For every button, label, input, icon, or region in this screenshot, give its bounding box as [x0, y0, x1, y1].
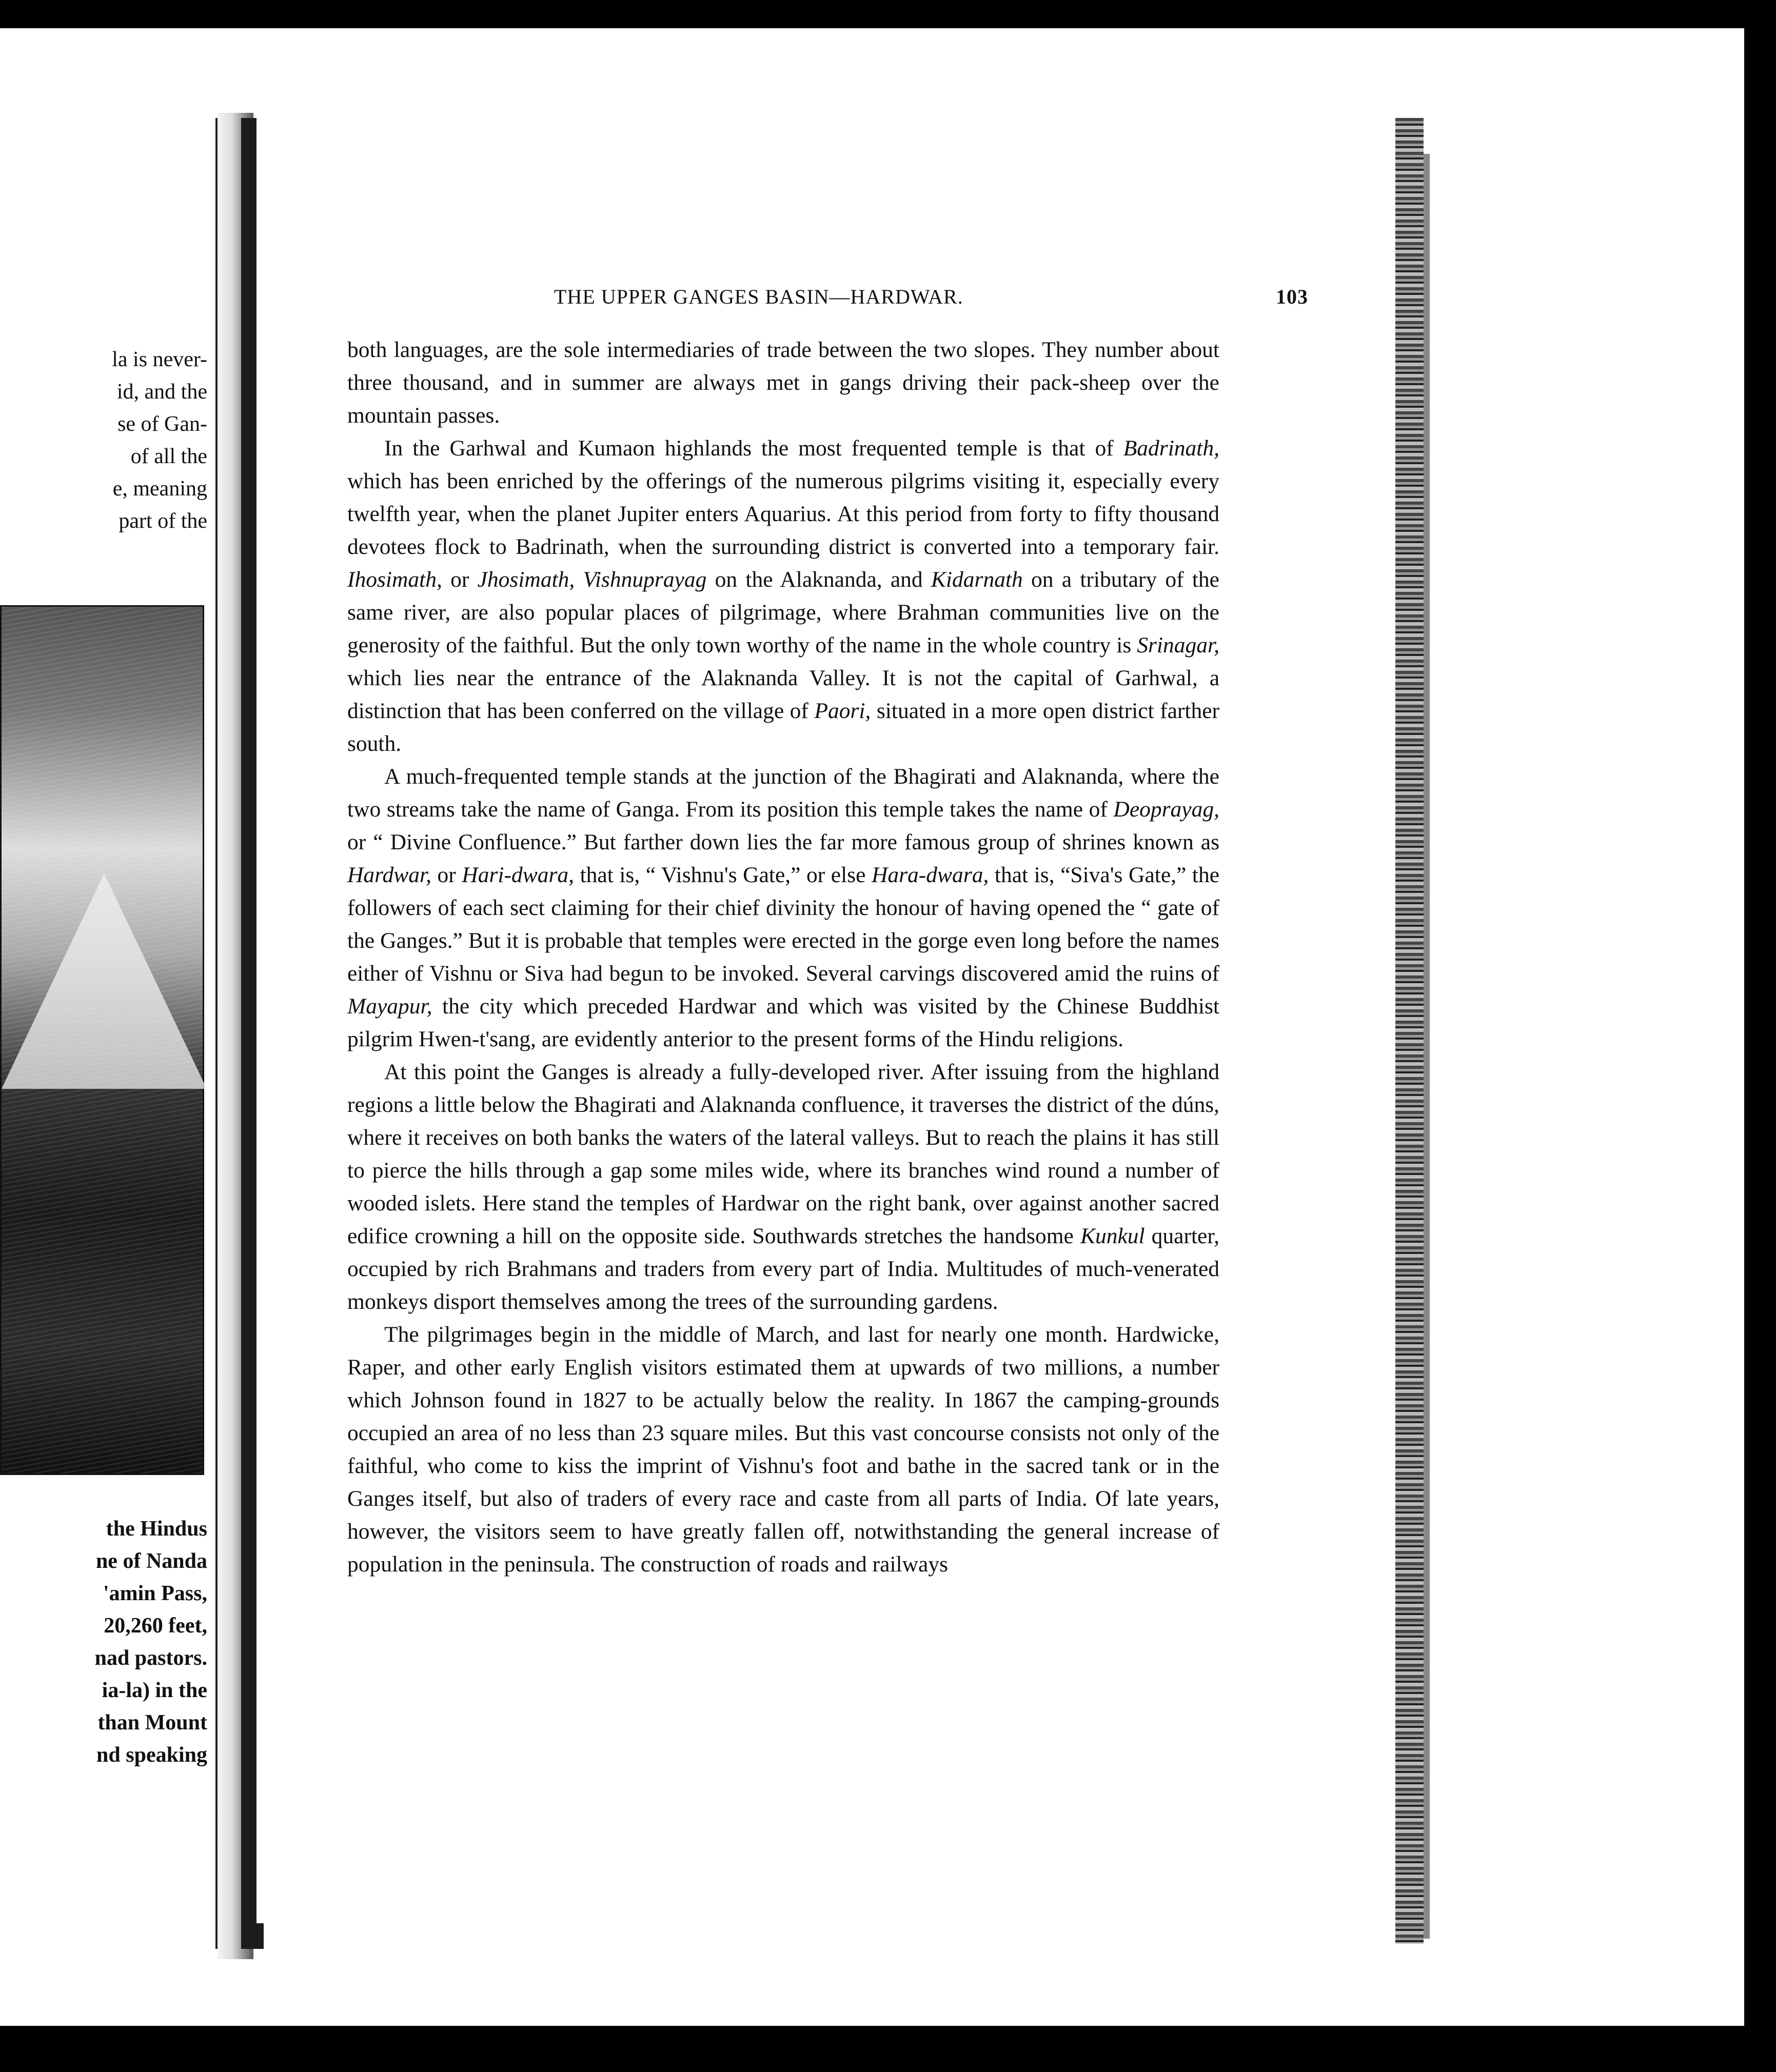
- left-page-line: la is never-: [112, 348, 207, 371]
- italic-place-name: Mayapur,: [347, 994, 432, 1019]
- italic-place-name: Deoprayag,: [1113, 797, 1219, 822]
- paragraph-text: In the Garhwal and Kumaon highlands the most frequented temple is that of: [384, 436, 1123, 461]
- body-paragraph: [347, 432, 1219, 760]
- left-page-bottom-text: [95, 1513, 207, 1771]
- paragraph-text: or “ Divine Confluence.” But farther down lies the far more famous group of shrines known as: [347, 830, 1219, 854]
- paragraph-text: quarter, occupied by rich Brahmans and traders from every part of India. Multitudes of much-venerated monkeys disport themselves among the trees of the surrounding gardens.: [347, 1224, 1219, 1314]
- italic-place-name: Kidarnath: [931, 567, 1023, 592]
- body-paragraph: [347, 1318, 1219, 1581]
- marbled-page-edge: [1395, 118, 1424, 1944]
- mountain-engraving-illustration: [0, 605, 204, 1475]
- left-page: [0, 118, 218, 1949]
- italic-place-name: Srinagar,: [1137, 633, 1219, 658]
- left-page-top-text: [112, 344, 207, 537]
- paragraph-text: on a tributary of the same river, are also popular places of pilgrimage, where Brahman communities live on the generosity of the faithful. But the only town worthy of the name in the whole country is: [347, 567, 1219, 658]
- left-page-line: e, meaning: [112, 477, 207, 501]
- paragraph-text: or: [442, 567, 478, 592]
- page-edge-shadow: [1424, 154, 1430, 1939]
- italic-place-name: Badrinath,: [1123, 436, 1219, 461]
- body-paragraph: [347, 333, 1219, 432]
- body-text: [347, 333, 1219, 1581]
- left-page-line: 'amin Pass,: [103, 1582, 207, 1605]
- left-page-line: ne of Nanda: [95, 1549, 207, 1573]
- page-number: 103: [1276, 285, 1308, 308]
- paragraph-text: The pilgrimages begin in the middle of March, and last for nearly one month. Hardwicke, Raper, and other early English visitors estimated them at upwards of two millions, a number which Johnson found in 1827 to be actually below the reality. In 1867 the camping-grounds occupied an area of no less than 23 square miles. But this vast concourse consists not only of the faithful, who come to kiss the imprint of Vishnu's foot and bathe in the sacred tank or in the Ganges itself, but also of traders of every race and caste from all parts of India. Of late years, however, the visitors seem to have greatly fallen off, notwithstanding the general increase of population in the peninsula. The construction of roads and railways: [347, 1322, 1219, 1577]
- paragraph-text: A much-frequented temple stands at the junction of the Bhagirati and Alaknanda, where the two streams take the name of Ganga. From its position this temple takes the name of: [347, 764, 1219, 822]
- mountain-peak-shape: [2, 873, 207, 1089]
- left-page-line: se of Gan-: [117, 412, 207, 436]
- paragraph-text: which has been enriched by the offerings of the numerous pilgrims visiting it, especially every twelfth year, when the planet Jupiter enters Aquarius. At this period from forty to fifty thousand devotees flock to Badrinath, when the surrounding district is converted into a temporary fair.: [347, 469, 1219, 559]
- left-page-line: part of the: [119, 509, 207, 533]
- italic-place-name: Paori,: [814, 699, 871, 723]
- paragraph-text: At this point the Ganges is already a fully-developed river. After issuing from the highland regions a little below the Bhagirati and Alaknanda confluence, it traverses the district of the dúns, where it receives on both banks the waters of the lateral valleys. But to reach the plains it has still to pierce the hills through a gap some miles wide, where its branches wind round a number of wooded islets. Here stand the temples of Hardwar on the right bank, over against another sacred edifice crowning a hill on the opposite side. Southwards stretches the handsome: [347, 1060, 1219, 1248]
- left-page-line: ia-la) in the: [102, 1679, 207, 1702]
- left-page-line: of all the: [130, 445, 207, 468]
- scan-bottom-border: [0, 2026, 1776, 2072]
- italic-place-name: Hardwar,: [347, 863, 431, 887]
- paragraph-text: situated in a more open district farther south.: [347, 699, 1219, 756]
- paragraph-text: that is, “Siva's Gate,” the followers of each sect claiming for their chief divinity the honour of having opened the “ gate of the Ganges.” But it is probable that temples were erected in the gorge even long before the names either of Vishnu or Siva had begun to be invoked. Several carvings discovered amid the ruins of: [347, 863, 1219, 986]
- italic-place-name: Ihosimath,: [347, 567, 442, 592]
- paragraph-text: the city which preceded Hardwar and which was visited by the Chinese Buddhist pilgrim Hwen-t'sang, are evidently anterior to the present forms of the Hindu religions.: [347, 994, 1219, 1051]
- paragraph-text: or: [431, 863, 462, 887]
- scan-right-border: [1744, 0, 1776, 2072]
- left-page-line: nad pastors.: [94, 1646, 207, 1670]
- left-page-line: nd speaking: [96, 1743, 207, 1767]
- italic-place-name: Hari-dwara,: [462, 863, 575, 887]
- italic-place-name: Jhosimath, Vishnuprayag: [477, 567, 707, 592]
- italic-place-name: Hara-dwara,: [871, 863, 989, 887]
- paragraph-text: which lies near the entrance of the Alaknanda Valley. It is not the capital of Garhwal, a distinction that has been conferred on the village of: [347, 666, 1219, 723]
- left-page-line: 20,260 feet,: [104, 1614, 207, 1638]
- paragraph-text: on the Alaknanda, and: [706, 567, 931, 592]
- paragraph-text: that is, “ Vishnu's Gate,” or else: [574, 863, 872, 887]
- left-page-line: id, and the: [116, 380, 207, 404]
- running-head: [349, 285, 1308, 321]
- body-paragraph: [347, 1055, 1219, 1318]
- italic-place-name: Kunkul: [1080, 1224, 1145, 1248]
- running-head-title: THE UPPER GANGES BASIN—HARDWAR.: [554, 285, 963, 308]
- body-paragraph: [347, 760, 1219, 1055]
- left-page-line: than Mount: [97, 1711, 207, 1735]
- paragraph-text: both languages, are the sole intermediaries of trade between the two slopes. They number about three thousand, and in summer are always met in gangs driving their pack-sheep over the mountain passes.: [347, 337, 1219, 428]
- right-page: [256, 118, 1395, 1923]
- left-page-line: the Hindus: [106, 1517, 207, 1541]
